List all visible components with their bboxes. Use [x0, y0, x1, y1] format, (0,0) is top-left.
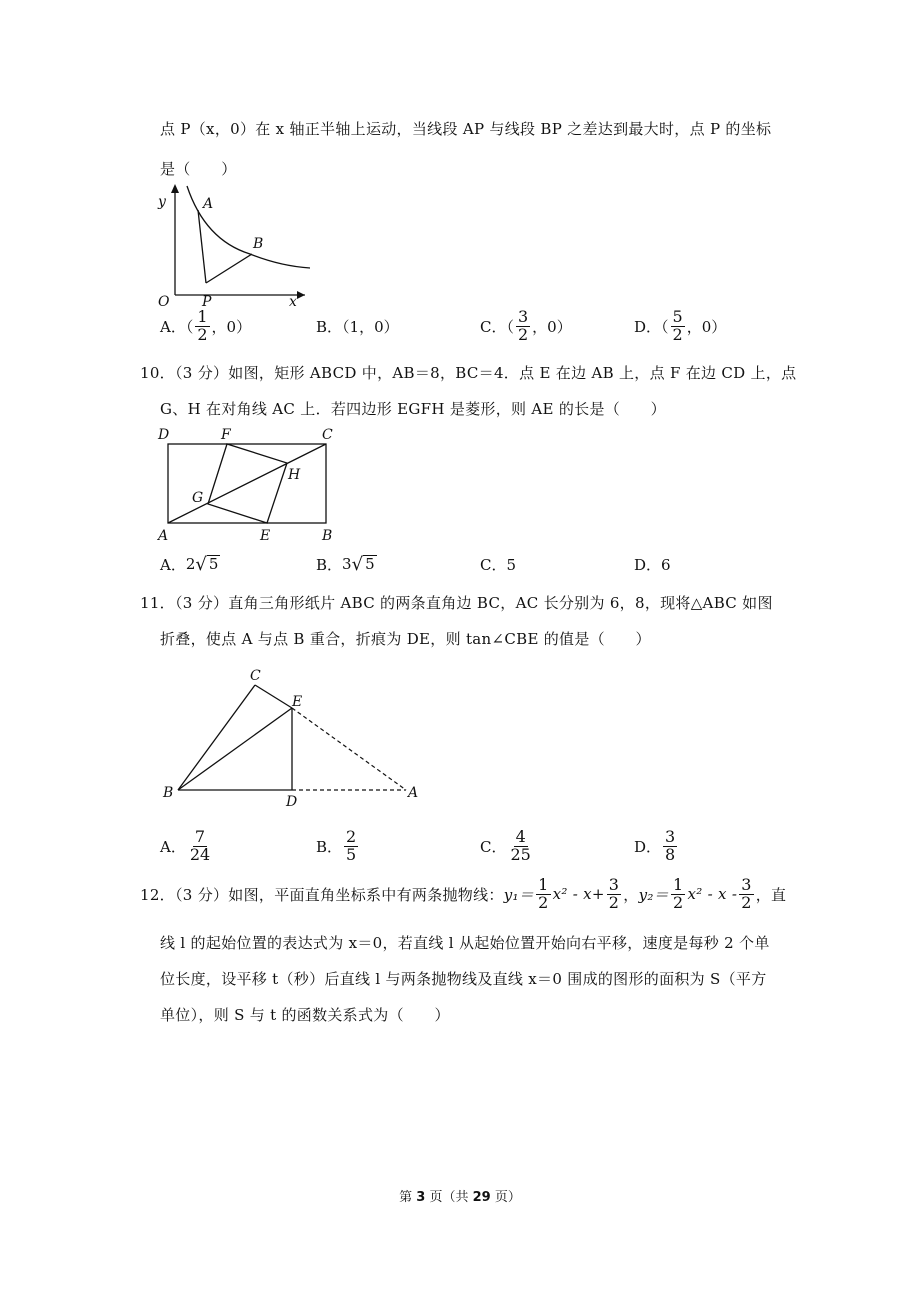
q11-figure [150, 660, 430, 810]
label-a: A [158, 528, 169, 544]
label-a: A [203, 196, 214, 212]
fraction: $\frac{2}{5}$ [346, 826, 357, 864]
q12-text-line1 [140, 874, 786, 914]
q10-figure [150, 422, 350, 546]
segment-ce [255, 685, 292, 708]
q11-options [160, 826, 820, 866]
fraction: $\frac{1}{2}$ [538, 874, 549, 912]
segment-bc [178, 685, 255, 790]
q10-option-a[interactable] [160, 544, 220, 584]
label-b: B [253, 236, 264, 252]
fraction: $\frac{3}{2}$ [517, 306, 529, 344]
q10-option-d[interactable] [634, 544, 671, 584]
x-axis-arrow [297, 291, 305, 299]
q11-option-b-label: B． [316, 837, 343, 856]
fraction: $\frac{3}{2}$ [741, 874, 752, 912]
q12-y1-mid: x² - x+ [552, 885, 605, 903]
label-g: G [192, 490, 204, 506]
label-y: y [158, 194, 166, 210]
q10-options [160, 544, 820, 584]
diagonal-ac [168, 444, 326, 523]
q9-option-a[interactable] [160, 306, 251, 346]
sqrt: √ 5 [351, 553, 375, 575]
q10-text-line1: 10．（3 分）如图，矩形 ABCD 中，AB＝8，BC＝4．点 E 在边 AB 上，点 F 在边 CD 上，点 [140, 364, 797, 382]
fraction: $\frac{4}{25}$ [510, 826, 531, 864]
q9-text-line1: 点 P（x，0）在 x 轴正半轴上运动，当线段 AP 与线段 BP 之差达到最大时，点 P 的坐标 [160, 120, 772, 138]
label-c: C [250, 668, 261, 684]
q11-option-a-label: A． [160, 837, 186, 856]
q9-option-b[interactable] [316, 306, 399, 346]
q10-option-a-coef: 2 [185, 555, 196, 573]
fraction: $\frac{3}{8}$ [665, 826, 676, 864]
q12-prefix: 12．（3 分）如图，平面直角坐标系中有两条抛物线： [140, 885, 504, 904]
q11-text-line2: 折叠，使点 A 与点 B 重合，折痕为 DE，则 tan∠CBE 的值是（ ） [160, 630, 651, 648]
q11-option-d-label: D． [634, 837, 662, 856]
label-d: D [158, 427, 170, 443]
q9-option-b-label: B．（1，0） [316, 317, 399, 336]
q9-options [160, 306, 820, 346]
q12-text-line4: 单位），则 S 与 t 的函数关系式为（ ） [160, 1006, 450, 1024]
label-h: H [288, 467, 301, 483]
q9-option-d-label: D．（ [634, 317, 669, 336]
page-number: 3 [416, 1190, 426, 1205]
total-pages: 29 [472, 1190, 491, 1205]
q12-y2-mid: x² - x - [687, 885, 738, 903]
label-e: E [292, 694, 303, 710]
q9-text-line2: 是（ ） [160, 160, 237, 178]
q12-text-line2: 线 l 的起始位置的表达式为 x＝0，若直线 l 从起始位置开始向右平移，速度是每秒 2 个单 [160, 934, 770, 952]
q10-option-b[interactable] [316, 544, 377, 584]
q9-option-c[interactable] [480, 306, 572, 346]
label-x: x [289, 294, 297, 308]
q10-option-b-coef: 3 [342, 555, 352, 573]
q9-option-d[interactable] [634, 306, 726, 346]
label-p: P [202, 294, 212, 308]
q11-text-line1: 11．（3 分）直角三角形纸片 ABC 的两条直角边 BC，AC 长分别为 6，8，现将△ABC 如图 [140, 594, 773, 612]
label-c: C [322, 427, 333, 443]
q11-option-b[interactable] [316, 826, 360, 866]
q10-text-line2: G、H 在对角线 AC 上．若四边形 EGFH 是菱形，则 AE 的长是（ ） [160, 400, 666, 418]
footer-pre: 第 [399, 1190, 417, 1205]
label-d: D [286, 794, 298, 810]
segment-be [178, 708, 292, 790]
q9-option-d-tail: ，0） [686, 317, 727, 336]
q9-option-a-tail: ，0） [211, 317, 252, 336]
fraction: $\frac{5}{2}$ [672, 306, 683, 344]
fraction: $\frac{3}{2}$ [608, 874, 620, 912]
q9-option-c-tail: ，0） [532, 317, 572, 336]
page-footer [0, 1186, 920, 1205]
q9-option-c-label: C．（ [480, 317, 514, 336]
q11-option-a[interactable] [160, 826, 214, 866]
q12-y2: y₂＝ [638, 885, 669, 904]
q11-option-d[interactable] [634, 826, 679, 866]
fraction: $\frac{1}{2}$ [197, 306, 208, 344]
label-b: B [163, 785, 174, 801]
label-o: O [158, 294, 170, 308]
q12-suffix: ，直 [755, 885, 787, 904]
y-axis-arrow [171, 184, 179, 193]
footer-mid: 页（共 [425, 1190, 473, 1205]
q9-figure [150, 180, 320, 308]
q10-option-a-label: A． [160, 555, 186, 574]
fraction: $\frac{7}{24}$ [189, 826, 211, 864]
label-e: E [260, 528, 271, 544]
q12-y1: y₁＝ [503, 885, 535, 904]
q11-option-c-label: C． [480, 837, 507, 856]
q9-option-a-label: A．（ [160, 317, 194, 336]
fraction: $\frac{1}{2}$ [672, 874, 684, 912]
label-f: F [221, 427, 231, 443]
segment-bp [206, 254, 252, 283]
segment-ea-dashed [292, 708, 406, 790]
sqrt: √ 5 [195, 553, 219, 575]
q10-option-b-label: B． [316, 555, 343, 574]
footer-post: 页） [490, 1190, 521, 1205]
q10-option-d-label: D．6 [634, 555, 671, 574]
q10-option-c-label: C．5 [480, 555, 517, 574]
q10-option-c[interactable] [480, 544, 516, 584]
q12-text-line3: 位长度，设平移 t（秒）后直线 l 与两条抛物线及直线 x＝0 围成的图形的面积为 S（平方 [160, 970, 767, 988]
label-a: A [408, 785, 419, 801]
q12-separator: ， [623, 885, 639, 904]
label-b: B [322, 528, 333, 544]
q11-option-c[interactable] [480, 826, 535, 866]
